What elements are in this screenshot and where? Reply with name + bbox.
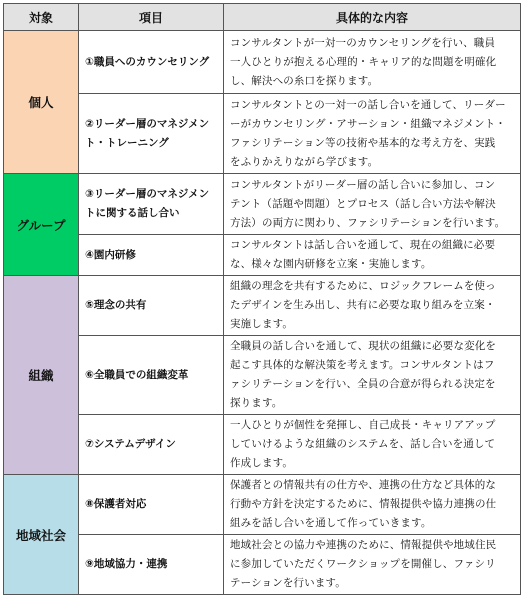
detail-line: コンサルタントが一対一のカウンセリングを行い、職員: [230, 36, 496, 49]
target-cell-group: グループ: [4, 174, 79, 276]
table-row: [4, 174, 521, 235]
detail-line: 実施します。: [230, 318, 294, 330]
detail-line: 起こす具体的な解決策を考えます。コンサルタントはフ: [230, 359, 495, 371]
target-cell-community: 地域社会: [4, 475, 79, 595]
detail-line: 保護者との情報共有の仕方や、連携の仕方など具体的な: [230, 479, 497, 491]
detail-cell: [224, 535, 521, 595]
item-cell: ⑤理念の共有: [79, 276, 224, 336]
detail-line: 作成します。: [230, 457, 294, 469]
table-row: [4, 336, 521, 415]
target-cell-individual: 個人: [4, 31, 79, 174]
detail-cell: [224, 415, 521, 475]
detail-line: な、様々な園内研修を立案・実施します。: [230, 258, 432, 270]
detail-line: 組織の理念を共有するために、ロジックフレームを使っ: [230, 280, 496, 292]
detail-line: コンサルタントとの一対一の話し合いを通して、リーダー: [230, 98, 506, 111]
detail-cell: [224, 174, 521, 235]
detail-line: ーがカウンセリング・アサーション・組織マネジメント・: [230, 117, 506, 130]
item-cell: ④園内研修: [79, 235, 224, 276]
item-cell: ⑧保護者対応: [79, 475, 224, 535]
detail-line: ァシリテーションを行い、全員の合意が得られる決定を: [230, 378, 496, 390]
table-row: [4, 415, 521, 475]
detail-cell: [224, 475, 521, 535]
detail-line: をふりかえりながら学びます。: [230, 155, 379, 168]
detail-cell: [224, 235, 521, 276]
table-header-row: [4, 4, 521, 31]
table-row: [4, 235, 521, 276]
detail-cell: [224, 276, 521, 336]
services-table-container: [3, 3, 521, 595]
header-item: 項目: [79, 4, 224, 31]
item-cell: ③リーダー層のマネジメントに関する話し合い: [79, 174, 224, 235]
detail-line: していけるような組織のシステムを、話し合いを通して: [230, 438, 496, 450]
detail-cell: [224, 336, 521, 415]
item-cell: ②リーダー層のマネジメント・トレーニング: [79, 94, 224, 174]
detail-line: コンサルタントがリーダー層の話し合いに参加し、コン: [230, 178, 496, 191]
detail-line: に参加していただくワークショップを開催し、ファシリ: [230, 558, 496, 570]
detail-line: 一人ひとりが個性を発揮し、自己成長・キャリアアップ: [230, 419, 496, 431]
detail-cell: [224, 94, 521, 174]
detail-cell: [224, 31, 521, 94]
target-cell-organization: 組織: [4, 276, 79, 475]
detail-line: 全職員の話し合いを通して、現状の組織に必要な変化を: [230, 340, 497, 352]
table-row: [4, 94, 521, 174]
detail-line: テント（話題や問題）とプロセス（話し合い方法や解決: [230, 197, 496, 210]
detail-line: 一人ひとりが抱える心理的・キャリア的な問題を明確化: [230, 55, 497, 68]
detail-line: 組みを話し合いを通して作っていきます。: [230, 517, 432, 529]
detail-line: 地域社会との協力や連携のために、情報提供や地域住民: [230, 539, 497, 551]
item-cell: ①職員へのカウンセリング: [79, 31, 224, 94]
detail-line: コンサルタントは話し合いを通して、現在の組織に必要: [230, 239, 496, 251]
detail-line: 方法）の両方に関わり、ファシリテーションを行います。: [230, 216, 506, 229]
table-row: [4, 535, 521, 595]
detail-line: ファシリテーション等の技術や基本的な考え方を、実践: [230, 136, 496, 149]
table-row: [4, 276, 521, 336]
header-target: 対象: [4, 4, 79, 31]
services-table: [3, 3, 521, 595]
table-row: [4, 475, 521, 535]
table-row: [4, 31, 521, 94]
header-content: 具体的な内容: [224, 4, 521, 31]
detail-line: たデザインを生み出し、共有に必要な取り組みを立案・: [230, 299, 496, 311]
detail-line: 探ります。: [230, 397, 283, 409]
detail-line: テーションを行います。: [230, 577, 346, 589]
detail-line: 行動や方針を決定するために、情報提供や協力連携の仕: [230, 498, 497, 510]
item-cell: ⑨地域協力・連携: [79, 535, 224, 595]
item-cell: ⑦システムデザイン: [79, 415, 224, 475]
detail-line: し、解決への糸口を探ります。: [230, 74, 379, 87]
item-cell: ⑥全職員での組織変革: [79, 336, 224, 415]
